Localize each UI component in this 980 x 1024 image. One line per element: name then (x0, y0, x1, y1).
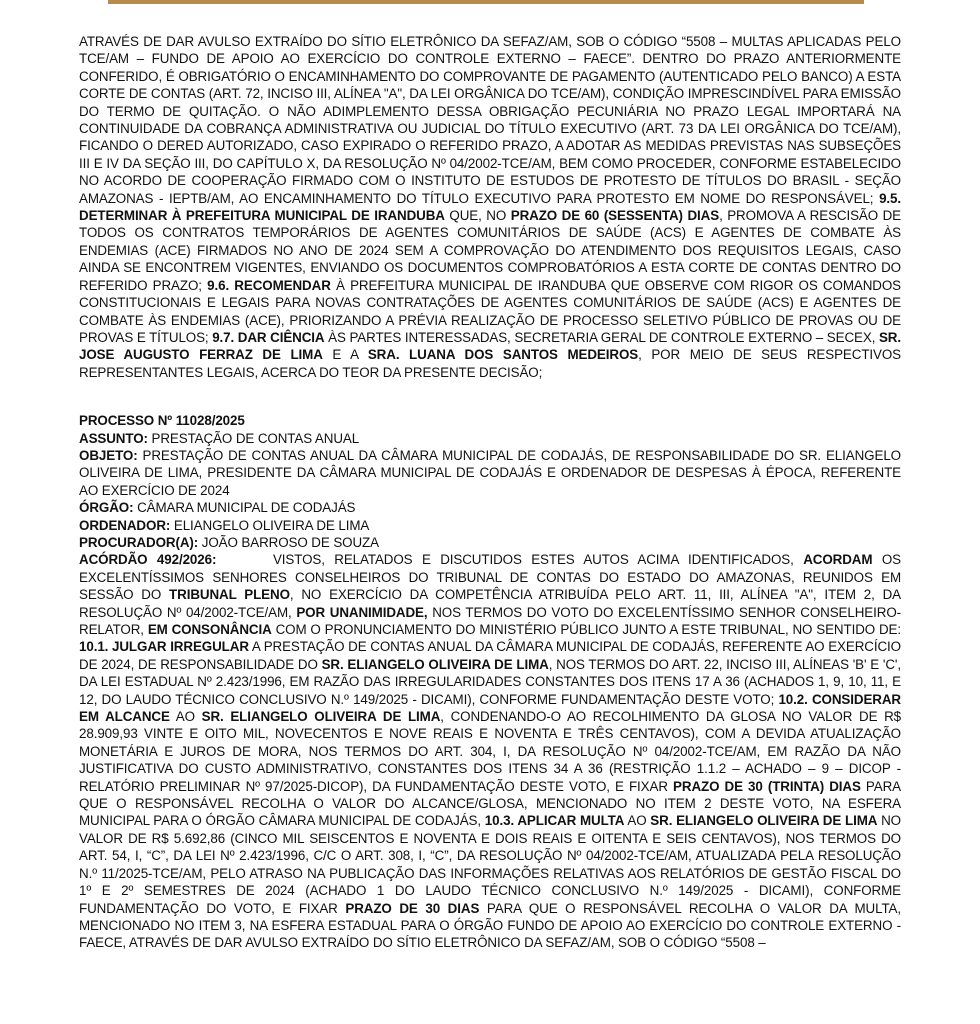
text-run: COM O PRONUNCIAMENTO DO MINISTÉRIO PÚBLICO JUNTO A ESTE TRIBUNAL, NO SENTIDO DE: (271, 622, 901, 637)
bold-run: SR. ELIANGELO OLIVEIRA DE LIMA (201, 709, 441, 725)
text-run: VISTOS, RELATADOS E DISCUTIDOS ESTES AUTOS ACIMA IDENTIFICADOS, (216, 552, 804, 568)
text-run: , CONDENANDO-O AO RECOLHIMENTO DA GLOSA NO VALOR DE R$ 28.909,93 VINTE E OITO MIL, NOVECENTOS E NOVE REAIS E NOVENTA E TRÊS CENTAVOS), COM A DEVIDA ATUALIZAÇÃO MONETÁRIA E JUROS DE MORA, NOS TERMOS DO ART. 304, I, DA RESOLUÇÃO Nº 04/2002-TCE/AM, EM RAZÃO DA NÃO JUSTIFICATIVA DO CUSTO ADMINISTRATIVO, CONSTANTES DOS ITENS 34 A 36 (RESTRIÇÃO 1.1.2 – ACHADO – 9 – DICOP - RELATÓRIO PRELIMINAR Nº 97/2025-DICOP), DA FUNDAMENTAÇÃO DESTE VOTO, E FIXAR (79, 709, 902, 794)
text-run: , NOS TERMOS DO ART. 22, INCISO III, ALÍNEAS 'B' E 'C', DA LEI ESTADUAL Nº 2.423/1996, EM RAZÃO DAS IRREGULARIDADES CONSTANTES DOS ITENS 17 A 36 (ACHADOS 1, 9, 10, 11, E 12, DO LAUDO TÉCNICO CONCLUSIVO N.º 149/2025 - DICAMI), CONFORME FUNDAMENTAÇÃO DESTE VOTO; (79, 656, 902, 707)
objeto-line (79, 447, 901, 499)
bold-run: SR. ELIANGELO OLIVEIRA DE LIMA (650, 813, 878, 829)
bold-run: 9.5. DETERMINAR À PREFEITURA MUNICIPAL DE IRANDUBA (79, 190, 901, 224)
text-run: , POR MEIO DE SEUS RESPECTIVOS REPRESENTANTES LEGAIS, ACERCA DO TEOR DA PRESENTE DECISÃO; (79, 347, 902, 380)
text-run: ATRAVÉS DE DAR AVULSO EXTRAÍDO DO SÍTIO ELETRÔNICO DA SEFAZ/AM, SOB O CÓDIGO “5508 – MULTAS APLICADAS PELO TCE/AM – FUNDO DE APOIO AO EXERCÍCIO DO CONTROLE EXTERNO – FAECE”. DENTRO DO PRAZO ANTERIORMENTE CONFERIDO, É OBRIGATÓRIO O ENCAMINHAMENTO DO COMPROVANTE DE PAGAMENTO (AUTENTICADO PELO BANCO) A ESTA CORTE DE CONTAS (ART. 72, INCISO III, ALÍNEA "A", DA LEI ORGÂNICA DO TCE/AM), CONDIÇÃO IMPRESCINDÍVEL PARA EMISSÃO DO TERMO DE QUITAÇÃO. O NÃO ADIMPLEMENTO DESSA OBRIGAÇÃO PECUNIÁRIA NO PRAZO LEGAL IMPORTARÁ NA CONTINUIDADE DA COBRANÇA ADMINISTRATIVA OU JUDICIAL DO TÍTULO EXECUTIVO (ART. 73 DA LEI ORGÂNICA DO TCE/AM), FICANDO O DERED AUTORIZADO, CASO EXPIRADO O REFERIDO PRAZO, A ADOTAR AS MEDIDAS PREVISTAS NAS SUBSEÇÕES III E IV DA SEÇÃO III, DO CAPÍTULO X, DA RESOLUÇÃO Nº 04/2002-TCE/AM, BEM COMO PROCEDER, CONFORME ESTABELECIDO NO ACORDO DE COOPERAÇÃO FIRMADO COM O INSTITUTO DE ESTUDOS DE PROTESTO DE TÍTULOS DO BRASIL - SEÇÃO AMAZONAS - IEPTB/AM, AO ENCAMINHAMENTO DO TÍTULO EXECUTIVO PARA PROTESTO EM NOME DO RESPONSÁVEL; (79, 34, 901, 206)
text-run: PARA QUE O RESPONSÁVEL RECOLHA O VALOR DA MULTA, MENCIONADO NO ITEM 3, NA ESFERA ESTADUAL PARA O ÓRGÃO FUNDO DE APOIO AO EXERCÍCIO DO CONTROLE EXTERNO - FAECE, ATRAVÉS DE DAR AVULSO EXTRAÍDO DO SÍTIO ELETRÔNICO DA SEFAZ/AM, SOB O CÓDIGO “5508 – (79, 900, 902, 951)
orgao-value: CÂMARA MUNICIPAL DE CODAJÁS (133, 500, 356, 516)
document-body (79, 33, 901, 952)
text-run: ÀS PARTES INTERESSADAS, SECRETARIA GERAL DE CONTROLE EXTERNO – SECEX, (324, 329, 879, 345)
bold-run: 10.1. JULGAR IRREGULAR (79, 639, 249, 655)
bold-run: POR UNANIMIDADE, (296, 604, 428, 620)
text-run: AO (169, 709, 202, 725)
bold-run: TRIBUNAL PLENO (169, 587, 290, 603)
bold-run: SR. JOSE AUGUSTO FERRAZ DE LIMA (79, 329, 901, 363)
text-run: E A (322, 347, 368, 363)
text-run: , PROMOVA A RESCISÃO DE TODOS OS CONTRATOS TEMPORÁRIOS DE AGENTES COMUNITÁRIOS DE SAÚDE (ACS) E AGENTES DE COMBATE ÀS ENDEMIAS (ACE) FIRMADOS NO ANO DE 2024 SEM A COMPROVAÇÃO DO ATENDIMENTO DOS REQUISITOS LEGAIS, CASO AINDA SE ENCONTREM VIGENTES, ENVIANDO OS DOCUMENTOS COMPROBATÓRIOS A ESTA CORTE DE CONTAS DENTRO DO REFERIDO PRAZO; (79, 208, 902, 293)
acordao-paragraph (79, 551, 901, 951)
text-run: OS EXCELENTÍSSIMOS SENHORES CONSELHEIROS DO TRIBUNAL DE CONTAS DO ESTADO DO AMAZONAS, REUNIDOS EM SESSÃO DO (79, 552, 902, 603)
objeto-value: PRESTAÇÃO DE CONTAS ANUAL DA CÂMARA MUNICIPAL DE CODAJÁS, DE RESPONSABILIDADE DO SR. ELIANGELO OLIVEIRA DE LIMA, PRESIDENTE DA CÂMARA MUNICIPAL DE CODAJÁS E ORDENADOR DE DESPESAS À ÉPOCA, REFERENTE AO EXERCÍCIO DE 2024 (79, 447, 901, 498)
acordao-number: ACÓRDÃO 492/2026: (79, 552, 217, 568)
procurador-label: PROCURADOR(A): (79, 534, 199, 550)
ordenador-value: ELIANGELO OLIVEIRA DE LIMA (170, 517, 370, 533)
orgao-line (79, 499, 901, 516)
ordenador-line (79, 517, 901, 534)
bold-run: EM CONSONÂNCIA (147, 622, 272, 637)
text-run: QUE, NO (444, 208, 511, 224)
text-run: NOS TERMOS DO VOTO DO EXCELENTÍSSIMO SENHOR CONSELHEIRO-RELATOR, (79, 604, 901, 637)
text-run: NO VALOR DE R$ 5.692,86 (CINCO MIL SEISCENTOS E NOVENTA E DOIS REAIS E OITENTA E SEIS CENTAVOS), NOS TERMOS DO ART. 54, I, “C”, DA LEI Nº 2.423/1996, C/C O ART. 308, I, “C”, DA RESOLUÇÃO Nº 04/2002-TCE/AM, ATUALIZADA PELA RESOLUÇÃO N.º 11/2025-TCE/AM, PELO ATRASO NA PUBLICAÇÃO DAS INFORMAÇÕES RELATIVAS AOS RELATÓRIOS DE GESTÃO FISCAL DO 1º E 2º SEMESTRES DE 2024 (ACHADO 1 DO LAUDO TÉCNICO CONCLUSIVO N.º 149/2025 - DICAMI), CONFORME FUNDAMENTAÇÃO DO VOTO, E FIXAR (79, 813, 901, 916)
processo-title (79, 412, 901, 429)
header-rule (108, 0, 864, 4)
bold-run: PRAZO DE 30 DIAS (345, 900, 480, 916)
objeto-label: OBJETO: (79, 447, 138, 463)
bold-run: SR. ELIANGELO OLIVEIRA DE LIMA (321, 656, 549, 672)
assunto-value: PRESTAÇÃO DE CONTAS ANUAL (147, 430, 360, 446)
bold-run: SRA. LUANA DOS SANTOS MEDEIROS (367, 347, 639, 363)
bold-run: PRAZO DE 60 (SESSENTA) DIAS (510, 208, 720, 224)
bold-run: 10.3. APLICAR MULTA (484, 813, 625, 829)
text-run: PARA QUE O RESPONSÁVEL RECOLHA O VALOR DO ALCANCE/GLOSA, MENCIONADO NO ITEM 2 DESTE VOTO, NA ESFERA MUNICIPAL PARA O ÓRGÃO CÂMARA MUNICIPAL DE CODAJÁS, (79, 778, 901, 829)
bold-run: PRAZO DE 30 (TRINTA) DIAS (673, 778, 861, 794)
text-run: AO (624, 813, 651, 829)
paragraph-decisao-continuacao (79, 33, 901, 381)
assunto-line (79, 430, 901, 447)
bold-run: 9.7. DAR CIÊNCIA (212, 329, 325, 345)
bold-run: 9.6. RECOMENDAR (207, 277, 331, 293)
procurador-value: JOÃO BARROSO DE SOUZA (198, 534, 379, 550)
procurador-line (79, 534, 901, 551)
text-run: A PRESTAÇÃO DE CONTAS ANUAL DA CÂMARA MUNICIPAL DE CODAJÁS, REFERENTE AO EXERCÍCIO DE 2024, DE RESPONSABILIDADE DO (79, 639, 901, 672)
orgao-label: ÓRGÃO: (79, 500, 134, 516)
bold-run: ACORDAM (803, 552, 873, 568)
assunto-label: ASSUNTO: (79, 430, 148, 446)
processo-number: PROCESSO Nº 11028/2025 (79, 413, 245, 429)
bold-run: 10.2. CONSIDERAR EM ALCANCE (79, 691, 901, 725)
text-run: À PREFEITURA MUNICIPAL DE IRANDUBA QUE OBSERVE COM RIGOR OS COMANDOS CONSTITUCIONAIS E LEGAIS PARA NOVAS CONTRATAÇÕES DE AGENTES COMUNITÁRIOS DE SAÚDE (ACS) E AGENTES DE COMBATE ÀS ENDEMIAS (ACE), PRIORIZANDO A PRÉVIA REALIZAÇÃO DE PROCESSO SELETIVO PÚBLICO DE PROVAS OU DE PROVAS E TÍTULOS; (79, 277, 901, 345)
text-run: , NO EXERCÍCIO DA COMPETÊNCIA ATRIBUÍDA PELO ART. 11, III, ALÍNEA "A", ITEM 2, DA RESOLUÇÃO Nº 04/2002-TCE/AM, (79, 587, 901, 620)
ordenador-label: ORDENADOR: (79, 517, 171, 533)
